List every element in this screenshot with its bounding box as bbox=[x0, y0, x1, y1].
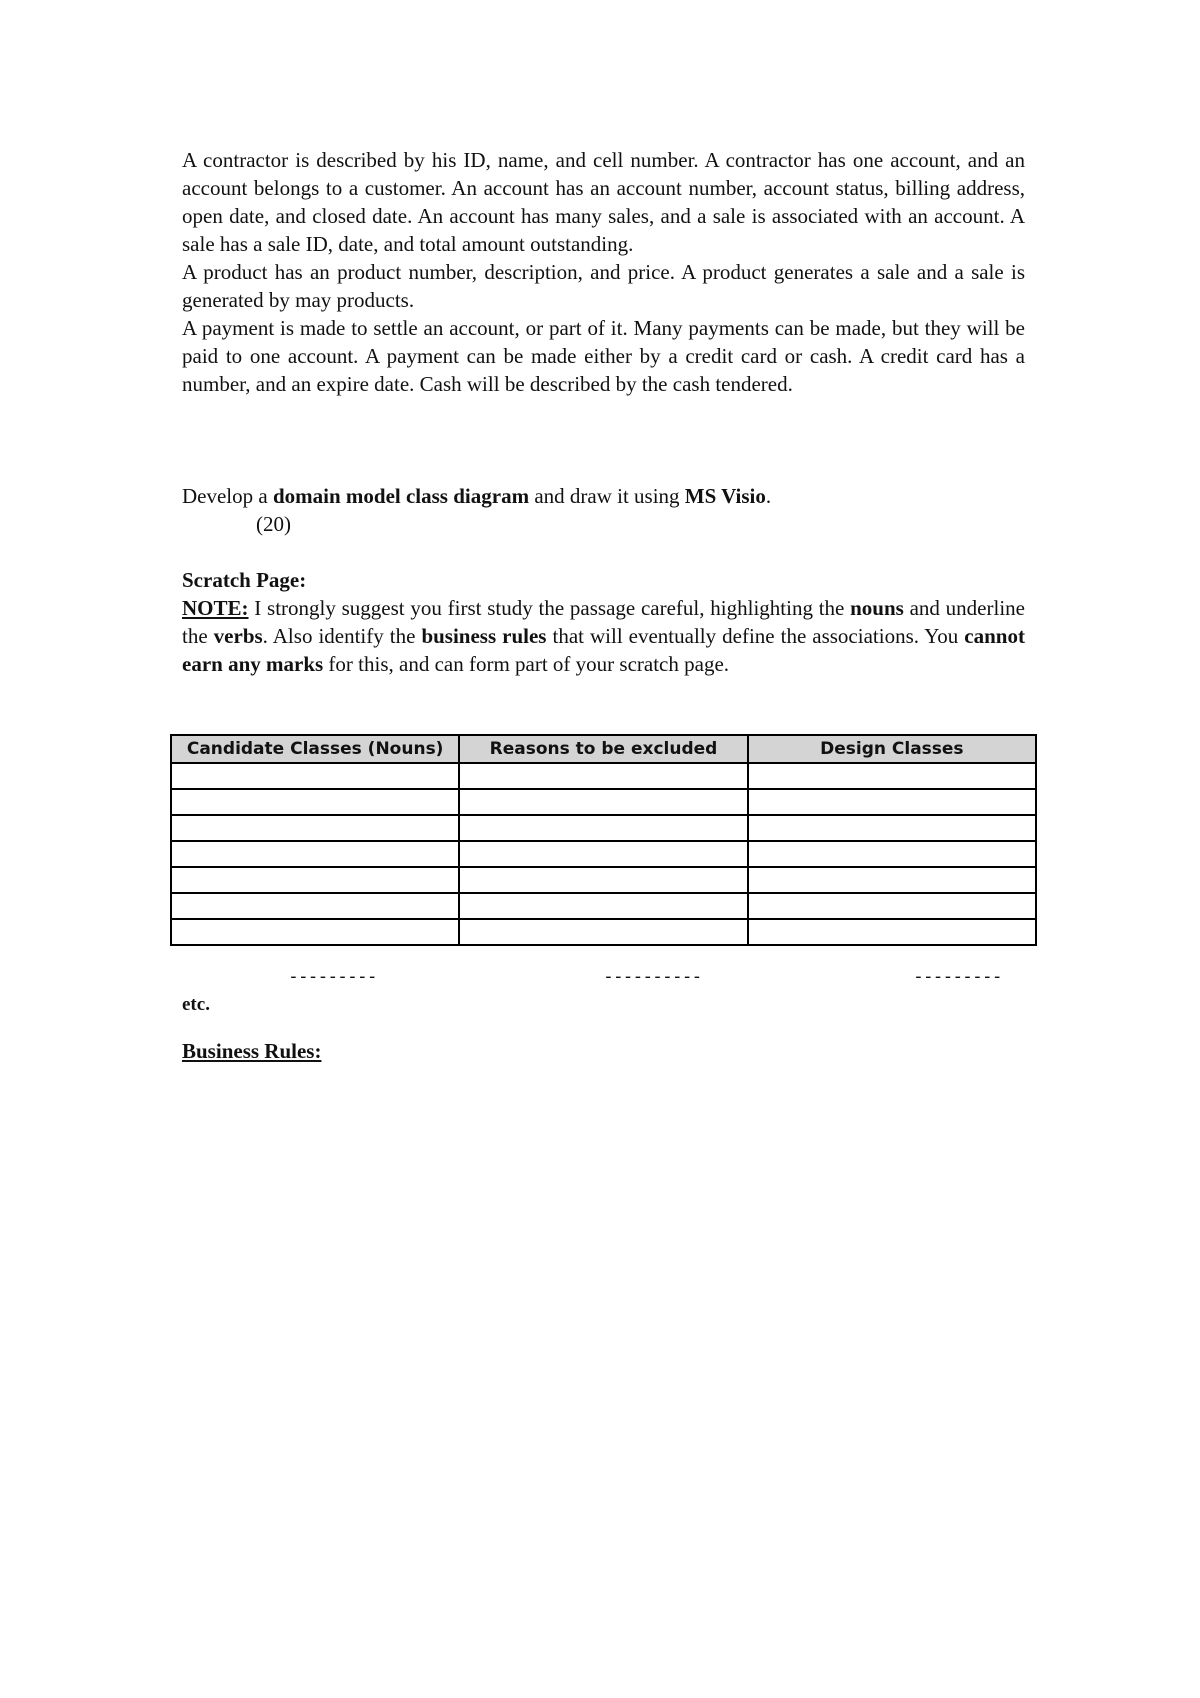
table-cell bbox=[459, 919, 747, 945]
table-row bbox=[171, 789, 1036, 815]
task-suffix: . bbox=[765, 484, 772, 508]
table-row bbox=[171, 893, 1036, 919]
note-label: NOTE: bbox=[182, 596, 249, 620]
scratch-page-heading: Scratch Page: bbox=[182, 568, 307, 592]
table-row bbox=[171, 815, 1036, 841]
continuation-dashes-design: --------- bbox=[913, 966, 1002, 987]
continuation-dashes-candidate: --------- bbox=[288, 966, 377, 987]
table-cell bbox=[171, 867, 459, 893]
table-cell bbox=[748, 841, 1036, 867]
passage-paragraph-contractor: A contractor is described by his ID, name, and cell number. A contractor has one account, and an account belongs to a customer. An account has an account number, account status, billing address, open date, and closed date. An account has many sales, and a sale is associated with an account. A sale has a sale ID, date, and total amount outstanding. bbox=[182, 148, 1025, 256]
problem-passage bbox=[182, 146, 1025, 398]
task-emphasis-diagram: domain model class diagram bbox=[272, 484, 530, 508]
table-cell bbox=[171, 815, 459, 841]
business-rules-heading: Business Rules: bbox=[182, 1039, 322, 1063]
note-emphasis-verbs: verbs bbox=[213, 624, 263, 648]
table-row bbox=[171, 763, 1036, 789]
table-cell bbox=[748, 789, 1036, 815]
passage-paragraph-payment: A payment is made to settle an account, or part of it. Many payments can be made, but they will be paid to one account. A payment can be made either by a credit card or cash. A credit card has a number, and an expire date. Cash will be described by the cash tendered. bbox=[182, 316, 1025, 396]
table-cell bbox=[459, 763, 747, 789]
table-cell bbox=[748, 867, 1036, 893]
table-cell bbox=[171, 841, 459, 867]
table-row bbox=[171, 919, 1036, 945]
candidate-classes-table bbox=[170, 734, 1037, 946]
note-emphasis-nouns: nouns bbox=[850, 596, 904, 620]
table-cell bbox=[459, 867, 747, 893]
task-marks: (20) bbox=[256, 512, 291, 536]
table-row bbox=[171, 867, 1036, 893]
table-cell bbox=[748, 815, 1036, 841]
note-emphasis-no-marks: cannot earn any marks bbox=[182, 624, 1025, 676]
note-text-3: . Also identify the bbox=[262, 624, 422, 648]
table-cell bbox=[748, 763, 1036, 789]
table-cell bbox=[171, 919, 459, 945]
table-cell bbox=[459, 841, 747, 867]
table-cell bbox=[171, 763, 459, 789]
header-reasons-excluded: Reasons to be excluded bbox=[459, 735, 747, 763]
header-candidate-classes: Candidate Classes (Nouns) bbox=[171, 735, 459, 763]
table-cell bbox=[459, 815, 747, 841]
note-text-4: that will eventually define the associations. You bbox=[546, 624, 965, 648]
table-cell bbox=[459, 893, 747, 919]
note-text-2: and underline the bbox=[182, 596, 1025, 648]
table-cell bbox=[748, 919, 1036, 945]
table-cell bbox=[459, 789, 747, 815]
note-emphasis-business-rules: business rules bbox=[421, 624, 547, 648]
note-text-1: I strongly suggest you first study the passage careful, highlighting the bbox=[248, 596, 851, 620]
note-text-5: for this, and can form part of your scratch page. bbox=[323, 652, 730, 676]
table-row bbox=[171, 841, 1036, 867]
task-emphasis-tool: MS Visio bbox=[684, 484, 766, 508]
scratch-note bbox=[182, 594, 1025, 678]
task-instruction bbox=[182, 482, 1025, 510]
table-header-row bbox=[171, 735, 1036, 763]
continuation-dashes-reasons: ---------- bbox=[603, 966, 702, 987]
table-cell bbox=[171, 893, 459, 919]
etc-label: etc. bbox=[182, 994, 210, 1015]
task-middle: and draw it using bbox=[529, 484, 685, 508]
table-cell bbox=[171, 789, 459, 815]
table-cell bbox=[748, 893, 1036, 919]
task-prefix: Develop a bbox=[182, 484, 273, 508]
header-design-classes: Design Classes bbox=[748, 735, 1036, 763]
passage-paragraph-product: A product has an product number, description, and price. A product generates a sale and a sale is generated by may products. bbox=[182, 260, 1025, 312]
